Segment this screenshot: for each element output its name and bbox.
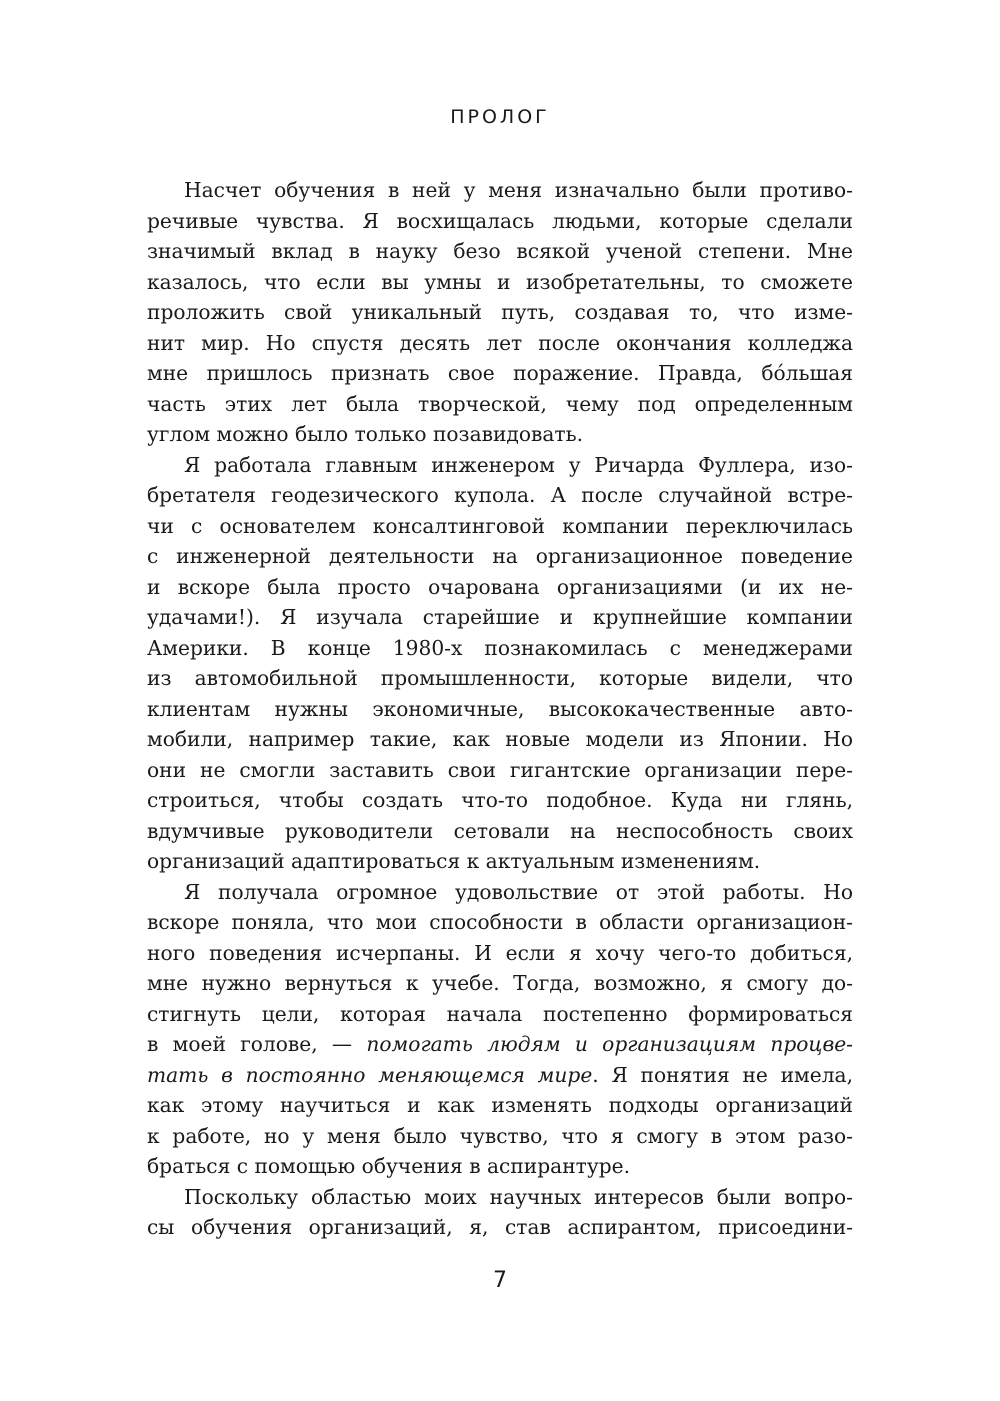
text-line: удачами!). Я изучала старейшие и крупнейшие компании: [147, 605, 853, 629]
text-line: мобили, например такие, как новые модели из Японии. Но: [147, 727, 853, 751]
text-line: как этому научиться и как изменять подходы организаций: [147, 1093, 853, 1117]
text-line: Я получала огромное удовольствие от этой работы. Но: [184, 879, 853, 904]
text-line: сы обучения организаций, я, став аспирантом, присоедини-: [147, 1215, 853, 1239]
text-line: ного поведения исчерпаны. И если я хочу чего-то добиться,: [147, 940, 853, 965]
text-segment: . Я понятия не имела,: [592, 1062, 853, 1087]
text-line: углом можно было только позавидовать.: [147, 422, 583, 446]
running-header: ПРОЛОГ: [450, 106, 550, 128]
paragraph: [147, 877, 853, 1182]
paragraph: [147, 1182, 853, 1243]
text-line: бретателя геодезического купола. А после случайной встре-: [147, 483, 853, 507]
text-line: стигнуть цели, которая начала постепенно формироваться: [147, 1001, 853, 1026]
text-line: казалось, что если вы умны и изобретательны, то сможете: [147, 269, 853, 294]
text-line-mixed: [147, 1029, 853, 1060]
text-line: они не смогли заставить свои гигантские организации пере-: [147, 757, 853, 782]
text-line: строиться, чтобы создать что-то подобное. Куда ни глянь,: [147, 788, 853, 812]
text-line: речивые чувства. Я восхищалась людьми, которые сделали: [147, 208, 853, 233]
text-line: Поскольку областью моих научных интересов были вопро-: [184, 1184, 853, 1209]
italic-text-segment: тать в постоянно меняющемся мире: [147, 1062, 593, 1087]
italic-text-segment: помогать людям и организациям процве-: [366, 1032, 853, 1056]
paragraph: [147, 175, 853, 450]
text-line: нит мир. Но спустя десять лет после окончания колледжа: [147, 330, 853, 355]
text-line: браться с помощью обучения в аспирантуре.: [147, 1154, 630, 1178]
text-line: значимый вклад в науку безо всякой ученой степени. Мне: [147, 239, 853, 263]
text-line: вскоре поняла, что мои способности в области организацион-: [147, 910, 853, 934]
text-line: с инженерной деятельности на организационное поведение: [147, 544, 853, 568]
body-text: [147, 175, 853, 1243]
text-line: мне пришлось признать свое поражение. Правда, бо́льшая: [147, 361, 853, 385]
page-number: 7: [493, 1268, 507, 1293]
text-line: организаций адаптироваться к актуальным изменениям.: [147, 849, 761, 873]
text-line: Насчет обучения в ней у меня изначально были противо-: [184, 178, 853, 202]
text-line: Я работала главным инженером у Ричарда Фуллера, изо-: [184, 452, 853, 477]
text-segment: в моей голове, —: [147, 1032, 367, 1056]
text-line: клиентам нужны экономичные, высококачественные авто-: [147, 696, 853, 721]
text-line: часть этих лет была творческой, чему под определенным: [147, 391, 853, 416]
text-line: и вскоре была просто очарована организациями (и их не-: [147, 574, 853, 599]
paragraph: [147, 450, 853, 877]
text-line-mixed: [147, 1060, 853, 1091]
text-line: из автомобильной промышленности, которые видели, что: [147, 666, 853, 690]
text-line: Америки. В конце 1980-х познакомилась с менеджерами: [147, 635, 853, 660]
text-line: к работе, но у меня было чувство, что я смогу в этом разо-: [147, 1123, 853, 1148]
text-line: чи с основателем консалтинговой компании переключилась: [147, 513, 853, 538]
text-line: мне нужно вернуться к учебе. Тогда, возможно, я смогу до-: [147, 971, 853, 995]
text-line: проложить свой уникальный путь, создавая то, что изме-: [147, 300, 853, 324]
text-line: вдумчивые руководители сетовали на неспособность своих: [147, 818, 853, 843]
